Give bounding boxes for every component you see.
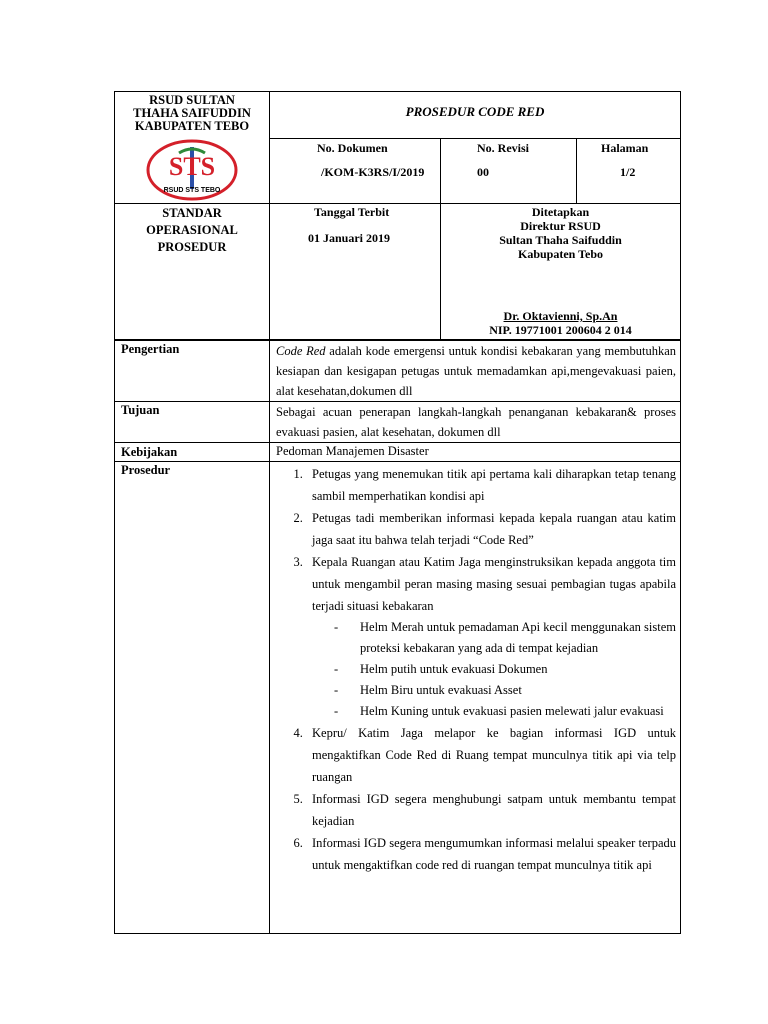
prosedur-cell (270, 462, 681, 934)
tujuan-text: Sebagai acuan penerapan langkah-langkah penanganan kebakaran& proses evakuasi pasien, alat kesehatan, dokumen dll (270, 402, 681, 443)
org-cell (115, 92, 270, 204)
page-cell (577, 138, 681, 203)
dash-bullet: - (334, 683, 339, 697)
sop-document (114, 91, 680, 934)
org-name-line3: KABUPATEN TEBO (134, 119, 250, 133)
step-text: Petugas tadi memberikan informasi kepada kepala ruangan atau katim jaga saat itu bahwa telah terjadi “Code Red” (312, 511, 676, 547)
approval-line2: Direktur RSUD (520, 219, 601, 233)
pengertian-text (270, 341, 681, 402)
step-text: Informasi IGD segera mengumumkan informasi melalui speaker terpadu untuk mengaktifkan code red di ruangan tempat munculnya titik api (312, 836, 676, 872)
helmet-role-text: Helm Merah untuk pemadaman Api kecil menggunakan sistem proteksi kebakaran yang ada di tempat kejadian (360, 620, 676, 655)
helmet-role-text: Helm Kuning untuk evakuasi pasien melewati jalur evakuasi (360, 704, 664, 718)
procedure-steps (270, 463, 680, 876)
helmet-role-item (334, 617, 676, 659)
content-table (114, 340, 681, 934)
org-name-line2: THAHA SAIFUDDIN (133, 106, 251, 120)
doc-number-value: /KOM-K3RS/I/2019 (321, 164, 425, 179)
procedure-step (306, 507, 676, 551)
prosedur-label: Prosedur (115, 462, 270, 934)
sop-label-cell (115, 204, 270, 340)
org-name-line1: RSUD SULTAN (149, 93, 235, 107)
pengertian-italic: Code Red (276, 344, 326, 358)
helmet-role-text: Helm putih untuk evakuasi Dokumen (360, 662, 548, 676)
approval-line1: Ditetapkan (531, 205, 590, 219)
signer-name: Dr. Oktavienni, Sp.An (503, 309, 618, 323)
document-title: PROSEDUR CODE RED (270, 92, 681, 139)
revision-cell (441, 138, 577, 203)
sop-label-line3: PROSEDUR (157, 240, 227, 254)
hospital-logo (145, 139, 239, 203)
step-text: Kepru/ Katim Jaga melapor ke bagian informasi IGD untuk mengaktifkan Code Red di Ruang tempat munculnya titik api via telp ruangan (312, 726, 676, 784)
doc-number-label: No. Dokumen (317, 140, 388, 155)
step-text: Informasi IGD segera menghubungi satpam untuk membantu tempat kejadian (312, 792, 676, 828)
doc-number-cell (270, 138, 441, 203)
issue-date-cell (270, 204, 441, 340)
issue-date-label: Tanggal Terbit (314, 205, 390, 219)
helmet-roles-list (312, 617, 676, 722)
procedure-step (306, 722, 676, 788)
revision-value: 00 (477, 164, 489, 179)
pengertian-label: Pengertian (115, 341, 270, 402)
helmet-role-item (334, 680, 676, 701)
procedure-step (306, 788, 676, 832)
procedure-step (306, 551, 676, 722)
step-text: Petugas yang menemukan titik api pertama kali diharapkan tetap tenang sambil memperhatikan kondisi api (312, 467, 676, 503)
page-value: 1/2 (620, 164, 636, 179)
procedure-step (306, 463, 676, 507)
approval-line4: Kabupaten Tebo (517, 247, 604, 261)
header-table (114, 91, 681, 340)
sop-label-line2: OPERASIONAL (146, 223, 238, 237)
issue-date-value: 01 Januari 2019 (308, 231, 391, 245)
logo-letters: STS (168, 152, 216, 181)
revision-label: No. Revisi (477, 140, 529, 155)
approval-cell (441, 204, 681, 340)
dash-bullet: - (334, 620, 339, 634)
procedure-step (306, 832, 676, 876)
dash-bullet: - (334, 662, 339, 676)
pengertian-body: adalah kode emergensi untuk kondisi kebakaran yang membutuhkan kesiapan dan kesigapan petugas untuk memadamkan api,mengevakuasi paien, alat kesehatan,dokumen dll (276, 344, 676, 398)
helmet-role-item (334, 659, 676, 680)
approval-line3: Sultan Thaha Saifuddin (499, 233, 622, 247)
logo-caption: RSUD STS TEBO (163, 187, 221, 194)
page-label: Halaman (601, 140, 649, 155)
tujuan-label: Tujuan (115, 402, 270, 443)
step-text: Kepala Ruangan atau Katim Jaga menginstruksikan kepada anggota tim untuk mengambil peran masing masing sesuai pembagian tugas apabila terjadi situasi kebakaran (312, 555, 676, 613)
signer-nip: NIP. 19771001 200604 2 014 (489, 323, 632, 337)
helmet-role-text: Helm Biru untuk evakuasi Asset (360, 683, 522, 697)
dash-bullet: - (334, 704, 339, 718)
sop-label-line1: STANDAR (162, 206, 222, 220)
kebijakan-text: Pedoman Manajemen Disaster (270, 443, 681, 462)
helmet-role-item (334, 701, 676, 722)
kebijakan-label: Kebijakan (115, 443, 270, 462)
signature-block (441, 309, 680, 337)
